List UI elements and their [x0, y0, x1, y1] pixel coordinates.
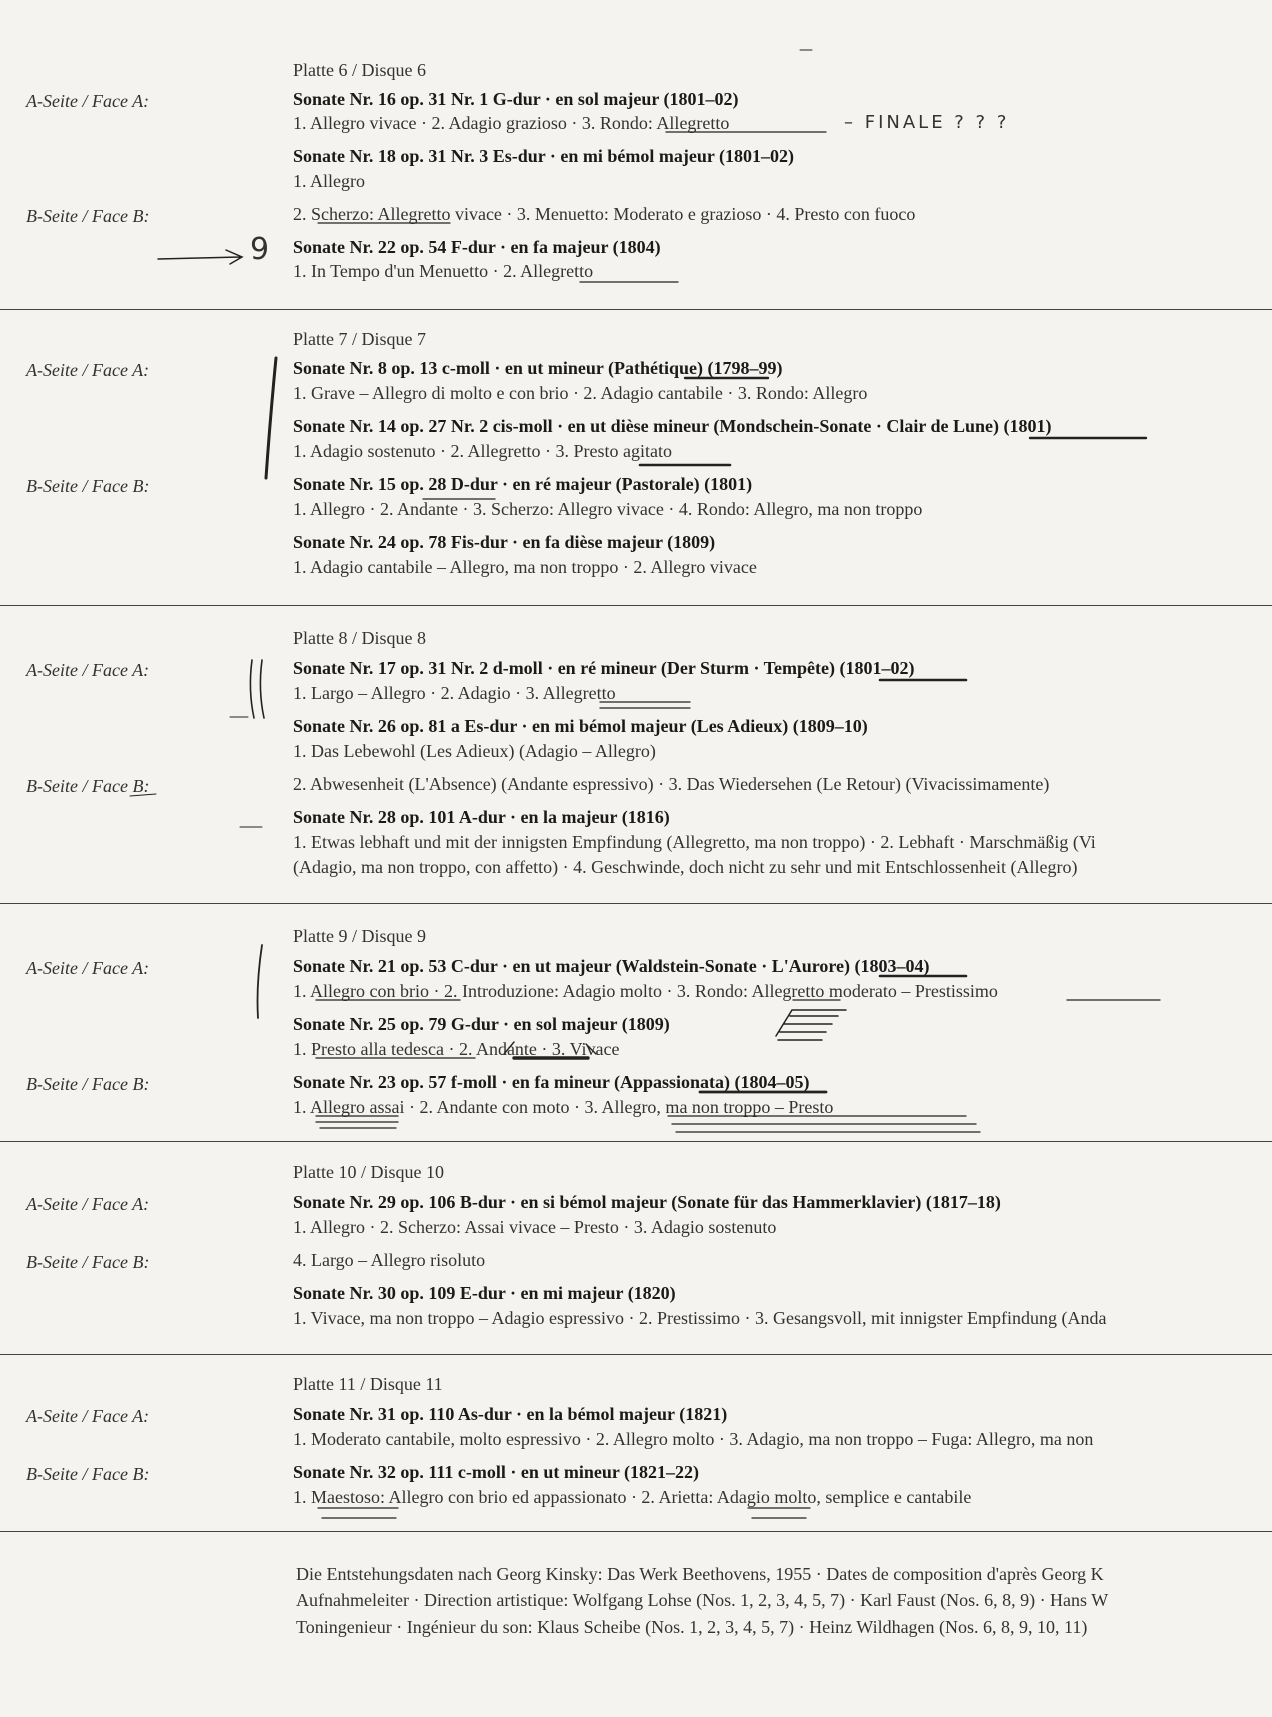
side-a-label: A-Seite / Face A: — [26, 958, 150, 978]
side-a-label: A-Seite / Face A: — [26, 660, 150, 680]
movements: 1. Vivace, ma non troppo – Adagio espressivo · 2. Prestissimo · 3. Gesangsvoll, mit innigster Empfindung (Anda — [293, 1308, 1107, 1328]
side-b-label: B-Seite / Face B: — [26, 1464, 150, 1484]
section-divider — [0, 1531, 1272, 1532]
movements: 2. Scherzo: Allegretto vivace · 3. Menuetto: Moderato e grazioso · 4. Presto con fuoco — [293, 204, 916, 224]
disc-title: Platte 7 / Disque 7 — [293, 329, 426, 349]
movements: 1. Adagio cantabile – Allegro, ma non troppo · 2. Allegro vivace — [293, 557, 757, 577]
movements: 1. Presto alla tedesca · 2. Andante · 3. Vivace — [293, 1039, 620, 1059]
movements: (Adagio, ma non troppo, con affetto) · 4. Geschwinde, doch nicht zu sehr und mit Entschlossenheit (Allegro) — [293, 857, 1078, 877]
side-b-label: B-Seite / Face B: — [26, 206, 150, 226]
bracket-mark — [250, 660, 254, 718]
sonata-title: Sonate Nr. 22 op. 54 F-dur · en fa majeur (1804) — [293, 237, 661, 257]
movements: 1. In Tempo d'un Menuetto · 2. Allegretto — [293, 261, 594, 281]
side-a-label: A-Seite / Face A: — [26, 1194, 150, 1214]
credits-line: Die Entstehungsdaten nach Georg Kinsky: Das Werk Beethovens, 1955 · Dates de composition d'après Georg K — [296, 1564, 1104, 1584]
section-divider — [0, 1354, 1272, 1355]
disc-title: Platte 10 / Disque 10 — [293, 1162, 444, 1182]
movements: 1. Allegro assai · 2. Andante con moto · 3. Allegro, ma non troppo – Presto — [293, 1097, 834, 1117]
movements: 1. Largo – Allegro · 2. Adagio · 3. Allegretto — [293, 683, 616, 703]
section-divider — [0, 903, 1272, 904]
handwritten-finale-note: – FINALE ? ? ? — [844, 112, 1010, 133]
underline-mark — [668, 1116, 980, 1132]
side-a-label: A-Seite / Face A: — [26, 1406, 150, 1426]
movements: 1. Allegro con brio · 2. Introduzione: Adagio molto · 3. Rondo: Allegretto moderato – Prestissimo — [293, 981, 998, 1001]
section-divider — [0, 1141, 1272, 1142]
sonata-title: Sonate Nr. 26 op. 81 a Es-dur · en mi bémol majeur (Les Adieux) (1809–10) — [293, 716, 868, 736]
credits-line: Toningenieur · Ingénieur du son: Klaus Scheibe (Nos. 1, 2, 3, 4, 5, 7) · Heinz Wildhagen (Nos. 6, 8, 9, 10, 11) — [296, 1617, 1088, 1637]
sonata-title: Sonate Nr. 14 op. 27 Nr. 2 cis-moll · en ut dièse mineur (Mondschein-Sonate · Clair de Lune) (1801) — [293, 416, 1052, 436]
movements: 1. Allegro — [293, 171, 365, 191]
sonata-title: Sonate Nr. 18 op. 31 Nr. 3 Es-dur · en mi bémol majeur (1801–02) — [293, 146, 795, 166]
sonata-title: Sonate Nr. 24 op. 78 Fis-dur · en fa dièse majeur (1809) — [293, 532, 716, 552]
sonata-title: Sonate Nr. 28 op. 101 A-dur · en la majeur (1816) — [293, 807, 670, 827]
movements: 1. Allegro · 2. Scherzo: Assai vivace – Presto · 3. Adagio sostenuto — [293, 1217, 777, 1237]
scribble-mark — [776, 1010, 846, 1040]
sonata-title: Sonate Nr. 31 op. 110 As-dur · en la bémol majeur (1821) — [293, 1404, 728, 1424]
disc-title: Platte 6 / Disque 6 — [293, 60, 426, 80]
bracket-mark — [260, 660, 264, 718]
movements: 1. Allegro vivace · 2. Adagio grazioso · 3. Rondo: Allegretto — [293, 113, 730, 133]
movements: 1. Adagio sostenuto · 2. Allegretto · 3. Presto agitato — [293, 441, 672, 461]
arrow-mark — [158, 250, 242, 264]
section-divider — [0, 605, 1272, 606]
bracket-mark — [258, 945, 263, 1018]
section-divider — [0, 309, 1272, 310]
sonata-title: Sonate Nr. 25 op. 79 G-dur · en sol majeur (1809) — [293, 1014, 670, 1034]
movements: 1. Maestoso: Allegro con brio ed appassionato · 2. Arietta: Adagio molto, semplice e cantabile — [293, 1487, 972, 1507]
sonata-title: Sonate Nr. 8 op. 13 c-moll · en ut mineur (Pathétique) (1798–99) — [293, 358, 783, 378]
side-b-label: B-Seite / Face B: — [26, 776, 150, 796]
side-b-label: B-Seite / Face B: — [26, 1252, 150, 1272]
movements: 1. Das Lebewohl (Les Adieux) (Adagio – Allegro) — [293, 741, 656, 761]
sonata-title: Sonate Nr. 29 op. 106 B-dur · en si bémol majeur (Sonate für das Hammerklavier) (1817–18) — [293, 1192, 1001, 1212]
sonata-title: Sonate Nr. 30 op. 109 E-dur · en mi majeur (1820) — [293, 1283, 676, 1303]
movements: 2. Abwesenheit (L'Absence) (Andante espressivo) · 3. Das Wiedersehen (Le Retour) (Vivacissimamente) — [293, 774, 1050, 794]
side-b-label: B-Seite / Face B: — [26, 476, 150, 496]
movements: 1. Grave – Allegro di molto e con brio · 2. Adagio cantabile · 3. Rondo: Allegro — [293, 383, 868, 403]
movements: 1. Allegro · 2. Andante · 3. Scherzo: Allegro vivace · 4. Rondo: Allegro, ma non troppo — [293, 499, 923, 519]
sonata-title: Sonate Nr. 32 op. 111 c-moll · en ut mineur (1821–22) — [293, 1462, 700, 1482]
disc-title: Platte 9 / Disque 9 — [293, 926, 426, 946]
handwritten-number: 9 — [250, 232, 270, 267]
underline-mark — [748, 1508, 810, 1518]
disc-title: Platte 8 / Disque 8 — [293, 628, 426, 648]
disc-title: Platte 11 / Disque 11 — [293, 1374, 443, 1394]
side-b-label: B-Seite / Face B: — [26, 1074, 150, 1094]
sonata-title: Sonate Nr. 21 op. 53 C-dur · en ut majeur (Waldstein-Sonate · L'Aurore) (1803–04) — [293, 956, 930, 976]
sonata-title: Sonate Nr. 15 op. 28 D-dur · en ré majeur (Pastorale) (1801) — [293, 474, 753, 494]
sonata-title: Sonate Nr. 16 op. 31 Nr. 1 G-dur · en sol majeur (1801–02) — [293, 89, 739, 109]
side-a-label: A-Seite / Face A: — [26, 91, 150, 111]
bracket-mark — [266, 358, 276, 478]
credits-line: Aufnahmeleiter · Direction artistique: Wolfgang Lohse (Nos. 1, 2, 3, 4, 5, 7) · Karl Faust (Nos. 6, 8, 9) · Hans W — [296, 1590, 1109, 1610]
sonata-title: Sonate Nr. 17 op. 31 Nr. 2 d-moll · en ré mineur (Der Sturm · Tempête) (1801–02) — [293, 658, 915, 678]
movements: 1. Etwas lebhaft und mit der innigsten Empfindung (Allegretto, ma non troppo) · 2. Lebhaft · Marschmäßig (Vi — [293, 832, 1096, 852]
movements: 1. Moderato cantabile, molto espressivo · 2. Allegro molto · 3. Adagio, ma non troppo – Fuga: Allegro, ma non — [293, 1429, 1094, 1449]
movements: 4. Largo – Allegro risoluto — [293, 1250, 486, 1270]
sonata-title: Sonate Nr. 23 op. 57 f-moll · en fa mineur (Appassionata) (1804–05) — [293, 1072, 810, 1092]
underline-mark — [318, 1508, 398, 1518]
side-a-label: A-Seite / Face A: — [26, 360, 150, 380]
